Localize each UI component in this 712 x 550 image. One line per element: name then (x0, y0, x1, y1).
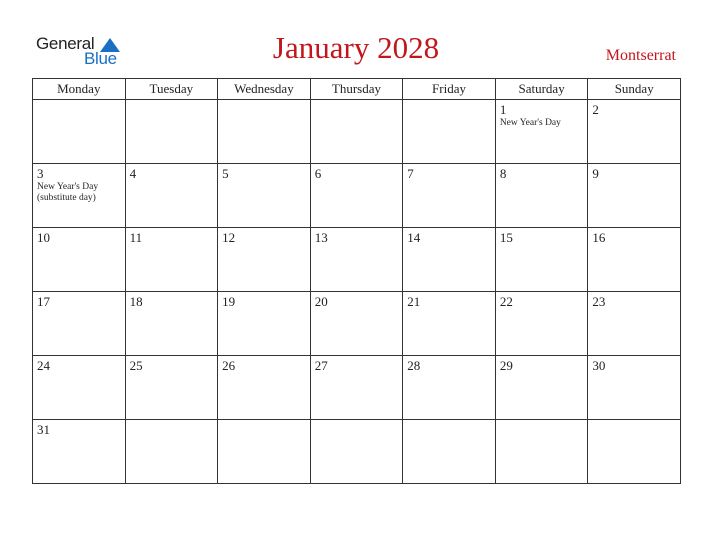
weekday-thursday: Thursday (310, 79, 403, 100)
calendar-day-cell[interactable] (495, 228, 588, 292)
day-number: 17 (37, 294, 50, 309)
day-number: 27 (314, 358, 328, 373)
day-cell-content (218, 228, 310, 291)
day-cell-content (588, 292, 680, 355)
weekday-wednesday: Wednesday (218, 79, 311, 100)
calendar-day-cell[interactable] (495, 420, 588, 484)
calendar-day-cell[interactable] (33, 420, 126, 484)
day-number: 25 (129, 358, 143, 373)
day-cell-content (496, 164, 588, 227)
day-number: 21 (407, 294, 421, 309)
calendar-week-row (33, 100, 681, 164)
day-cell-content (403, 164, 495, 227)
day-number: 8 (499, 166, 507, 181)
weekday-friday: Friday (403, 79, 496, 100)
day-cell-content (311, 292, 403, 355)
calendar-day-cell[interactable] (33, 228, 126, 292)
day-number: 13 (314, 230, 328, 245)
day-number: 4 (129, 166, 137, 181)
holiday-label: New Year's Day (substitute day) (37, 182, 99, 203)
calendar-day-cell[interactable] (588, 356, 681, 420)
day-cell-content (496, 228, 588, 291)
day-number: 5 (222, 166, 229, 181)
day-cell-content (403, 356, 495, 419)
day-cell-content (33, 228, 125, 291)
calendar-day-cell[interactable] (310, 420, 403, 484)
calendar-day-cell[interactable] (495, 164, 588, 228)
calendar-day-cell[interactable] (588, 292, 681, 356)
day-cell-content (126, 100, 218, 163)
day-cell-content (311, 100, 403, 163)
day-cell-content (311, 420, 403, 483)
calendar-day-cell[interactable] (310, 356, 403, 420)
holiday-label: New Year's Day (499, 118, 561, 128)
calendar-day-cell[interactable] (310, 292, 403, 356)
day-cell-content (33, 164, 125, 227)
calendar-day-cell[interactable] (125, 100, 218, 164)
day-number: 1 (499, 102, 507, 117)
day-cell-content (33, 356, 125, 419)
day-number: 28 (407, 358, 421, 373)
calendar-week-row (33, 292, 681, 356)
day-number: 19 (222, 294, 236, 309)
day-number: 2 (592, 102, 599, 117)
day-cell-content (126, 292, 218, 355)
calendar-day-cell[interactable] (588, 228, 681, 292)
weekday-saturday: Saturday (495, 79, 588, 100)
calendar-week-row (33, 164, 681, 228)
calendar-day-cell[interactable] (403, 292, 496, 356)
calendar-weeks (33, 100, 681, 484)
day-cell-content (496, 100, 588, 163)
day-cell-content (403, 100, 495, 163)
calendar-day-cell[interactable] (33, 164, 126, 228)
day-cell-content (311, 228, 403, 291)
day-cell-content (33, 292, 125, 355)
day-cell-content (311, 356, 403, 419)
calendar-day-cell[interactable] (33, 100, 126, 164)
day-cell-content (496, 292, 588, 355)
day-cell-content (126, 420, 218, 483)
calendar-day-cell[interactable] (403, 420, 496, 484)
day-number: 23 (592, 294, 606, 309)
day-number: 26 (222, 358, 236, 373)
calendar-day-cell[interactable] (218, 420, 311, 484)
day-number: 16 (592, 230, 606, 245)
calendar-day-cell[interactable] (218, 100, 311, 164)
day-cell-content (496, 420, 588, 483)
day-number: 14 (407, 230, 421, 245)
logo-word-general: General (36, 34, 95, 53)
weekday-monday: Monday (33, 79, 126, 100)
day-cell-content (218, 164, 310, 227)
day-number: 31 (37, 422, 50, 437)
day-cell-content (218, 356, 310, 419)
calendar-day-cell[interactable] (125, 292, 218, 356)
logo-word-blue: Blue (84, 49, 117, 68)
day-cell-content (218, 292, 310, 355)
day-cell-content (588, 164, 680, 227)
day-number: 18 (129, 294, 143, 309)
calendar-week-row (33, 228, 681, 292)
day-number: 9 (592, 166, 599, 181)
month-calendar-grid (32, 78, 681, 484)
calendar-day-cell[interactable] (125, 356, 218, 420)
weekday-header-row (33, 79, 681, 100)
day-number: 24 (37, 358, 50, 373)
day-cell-content (126, 164, 218, 227)
calendar-day-cell[interactable] (588, 100, 681, 164)
calendar-day-cell[interactable] (403, 356, 496, 420)
calendar-day-cell[interactable] (125, 420, 218, 484)
calendar-day-cell[interactable] (33, 292, 126, 356)
day-cell-content (126, 356, 218, 419)
region-name: Montserrat (605, 47, 676, 64)
day-number: 22 (499, 294, 513, 309)
day-cell-content (218, 420, 310, 483)
day-cell-content (33, 420, 125, 483)
calendar-day-cell[interactable] (403, 100, 496, 164)
calendar-day-cell[interactable] (495, 356, 588, 420)
calendar-day-cell[interactable] (218, 356, 311, 420)
day-cell-content (588, 228, 680, 291)
weekday-sunday: Sunday (588, 79, 681, 100)
day-number: 20 (314, 294, 328, 309)
day-number: 3 (37, 166, 44, 181)
day-number: 10 (37, 230, 50, 245)
calendar-day-cell[interactable] (588, 164, 681, 228)
day-number: 29 (499, 358, 513, 373)
day-cell-content (403, 420, 495, 483)
calendar-day-cell[interactable] (125, 164, 218, 228)
calendar-day-cell[interactable] (33, 356, 126, 420)
day-cell-content (588, 356, 680, 419)
calendar-day-cell[interactable] (495, 100, 588, 164)
day-cell-content (126, 228, 218, 291)
day-cell-content (496, 356, 588, 419)
day-cell-content (588, 100, 680, 163)
day-cell-content (588, 420, 680, 483)
calendar-day-cell[interactable] (218, 228, 311, 292)
day-number: 7 (407, 166, 414, 181)
month-title: January 2028 (272, 30, 440, 65)
calendar-day-cell[interactable] (403, 164, 496, 228)
weekday-tuesday: Tuesday (125, 79, 218, 100)
calendar-day-cell[interactable] (310, 100, 403, 164)
day-number: 15 (499, 230, 513, 245)
calendar-day-cell[interactable] (125, 228, 218, 292)
day-cell-content (403, 292, 495, 355)
day-number: 30 (592, 358, 606, 373)
calendar-day-cell[interactable] (218, 292, 311, 356)
calendar-day-cell[interactable] (588, 420, 681, 484)
calendar-week-row (33, 356, 681, 420)
day-number: 12 (222, 230, 236, 245)
calendar-day-cell[interactable] (310, 164, 403, 228)
day-cell-content (403, 228, 495, 291)
calendar-day-cell[interactable] (310, 228, 403, 292)
calendar-day-cell[interactable] (218, 164, 311, 228)
day-number: 6 (314, 166, 322, 181)
calendar-week-row (33, 420, 681, 484)
day-number: 11 (129, 230, 143, 245)
calendar-day-cell[interactable] (403, 228, 496, 292)
day-cell-content (218, 100, 310, 163)
day-cell-content (311, 164, 403, 227)
day-cell-content (33, 100, 125, 163)
calendar-day-cell[interactable] (495, 292, 588, 356)
